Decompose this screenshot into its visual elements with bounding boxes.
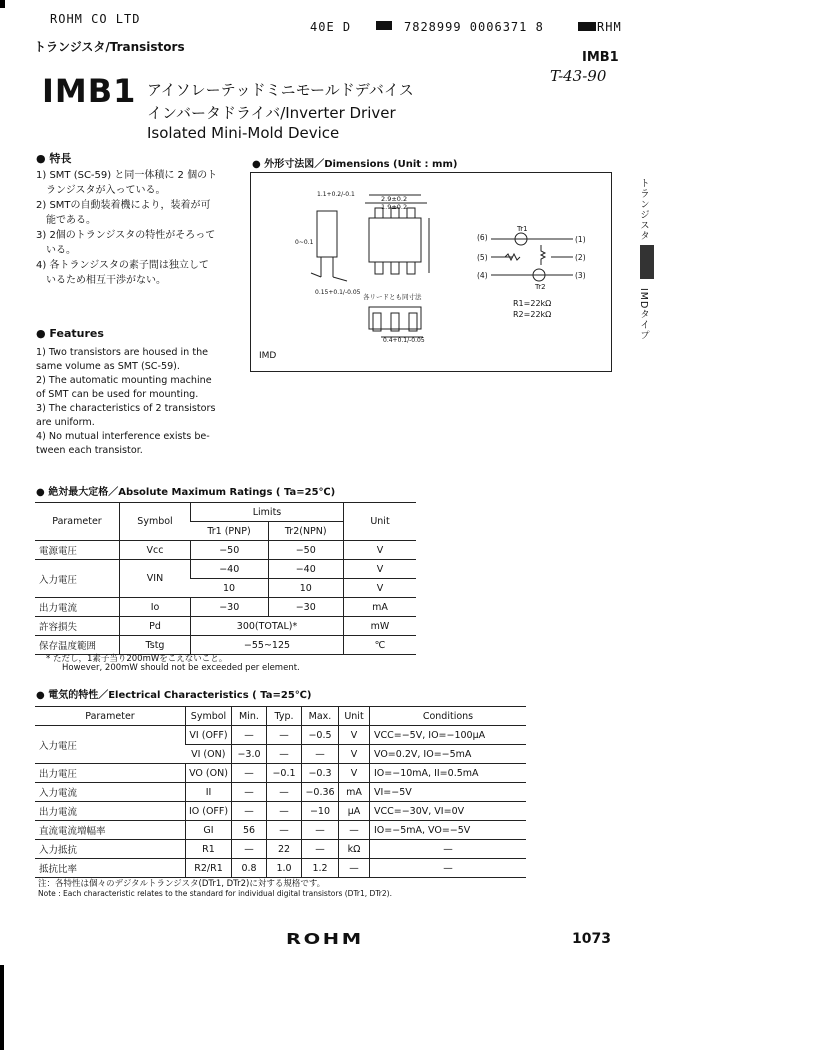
part-number-right: IMB1 — [582, 50, 619, 65]
table-row: 直流電流増幅率 GI 56 — — — IO=−5mA, VO=−5V — [35, 821, 526, 840]
col-header-symbol: Symbol — [120, 503, 191, 541]
side-tab-text-2: IMDタイプ — [638, 288, 649, 341]
resistor-value: R1=22kΩ — [513, 299, 552, 308]
elec-note-2: Note : Each characteristic relates to the standard for individual digital transistors (DTr1, DTr2). — [38, 889, 392, 898]
table-row: 出力電圧 VO (ON) — −0.1 −0.3 V IO=−10mA, II=0.5mA — [35, 764, 526, 783]
col-header-unit: Unit — [339, 707, 370, 726]
part-title: IMB1 — [42, 72, 137, 110]
list-item: いる。 — [36, 245, 76, 256]
list-item: 1) SMT (SC-59) と同一体積に 2 個のト — [36, 170, 218, 181]
dim-label: 0.4+0.1/-0.05 — [383, 337, 425, 344]
pin-label: (3) — [575, 271, 586, 280]
page-number: 1073 — [572, 931, 611, 947]
features-en-heading: ● Features — [36, 327, 104, 340]
side-tab-marker — [640, 245, 654, 279]
title-line3: Isolated Mini-Mold Device — [147, 124, 340, 142]
dim-label: 1.1+0.2/-0.1 — [317, 191, 355, 198]
table-row: 抵抗比率 R2/R1 0.8 1.0 1.2 — — — [35, 859, 526, 878]
corner-mark-bottom — [0, 965, 4, 1050]
list-item: same volume as SMT (SC-59). — [36, 361, 180, 372]
brand-suffix: RHM — [597, 20, 622, 34]
list-item: 2) The automatic mounting machine — [36, 375, 212, 386]
pin-label: (4) — [477, 271, 488, 280]
features-jp-heading: ● 特長 — [36, 152, 72, 165]
abs-max-heading: ● 絶対最大定格／Absolute Maximum Ratings ( Ta=25℃) — [36, 487, 336, 498]
barcode-number: 7828999 0006371 8 — [404, 20, 544, 34]
col-header-typ: Typ. — [267, 707, 302, 726]
table-row: 保存温度範囲 Tstg −55~125 ℃ — [35, 636, 416, 655]
table-row: 許容損失 Pd 300(TOTAL)* mW — [35, 617, 416, 636]
list-item: 1) Two transistors are housed in the — [36, 347, 209, 358]
elec-note-1: 注：各特性は個々のデジタルトランジスタ(DTr1, DTr2)に対する規格です。 — [38, 879, 326, 889]
component-label: Tr2 — [535, 283, 546, 291]
col-header-tr2: Tr2(NPN) — [268, 522, 344, 541]
barcode-block-2 — [578, 22, 596, 31]
package-drawing — [251, 173, 611, 371]
list-item: 4) No mutual interference exists be- — [36, 431, 210, 442]
dim-label: 0.15+0.1/-0.05 — [315, 289, 361, 296]
table-row: 10 10 V — [35, 579, 416, 598]
rohm-logo: ROHM — [286, 930, 364, 948]
col-header-parameter: Parameter — [35, 707, 186, 726]
package-label: IMD — [259, 351, 277, 361]
table-row: 入力抵抗 R1 — 22 — kΩ — — [35, 840, 526, 859]
code-line: 40E D — [310, 20, 352, 34]
col-header-parameter: Parameter — [35, 503, 120, 541]
abs-max-note-1: * ただし，1素子当り200mWをこえないこと。 — [46, 654, 228, 664]
list-item: of SMT can be used for mounting. — [36, 389, 199, 400]
table-row: 電源電圧 Vcc −50 −50 V — [35, 541, 416, 560]
list-item: 3) 2個のトランジスタの特性がそろって — [36, 230, 216, 241]
barcode-block-1 — [376, 21, 392, 30]
elec-table — [35, 706, 526, 878]
col-header-symbol: Symbol — [186, 707, 232, 726]
list-item: tween each transistor. — [36, 445, 143, 456]
category-label: トランジスタ/Transistors — [34, 40, 185, 54]
side-tab-text-1: トランジスタ — [638, 178, 649, 241]
list-item: 2) SMTの自動装着機により，装着が可 — [36, 200, 211, 211]
company-name: ROHM CO LTD — [50, 12, 141, 26]
dim-label: 2.9±0.2 — [381, 195, 408, 203]
dim-label: 各リードとも同寸法 — [363, 293, 422, 301]
table-row: VI (ON) −3.0 — — V VO=0.2V, IO=−5mA — [35, 745, 526, 764]
col-header-max: Max. — [302, 707, 339, 726]
list-item: ランジスタが入っている。 — [36, 185, 166, 196]
pin-label: (5) — [477, 253, 488, 262]
list-item: are uniform. — [36, 417, 95, 428]
component-label: Tr1 — [517, 225, 528, 233]
elec-heading: ● 電気的特性／Electrical Characteristics ( Ta=25℃) — [36, 690, 312, 701]
handwritten-code: T-43-90 — [550, 67, 607, 85]
col-header-tr1: Tr1 (PNP) — [191, 522, 269, 541]
title-line2: インバータドライバ/Inverter Driver — [147, 104, 396, 122]
table-row: 入力電圧 VIN −40 −40 V — [35, 560, 416, 579]
resistor-value: R2=22kΩ — [513, 310, 552, 319]
abs-max-note-2: However, 200mW should not be exceeded per element. — [62, 663, 300, 673]
col-header-conditions: Conditions — [370, 707, 527, 726]
corner-mark-top — [0, 0, 5, 8]
col-header-unit: Unit — [344, 503, 417, 541]
dim-label: 1.9±0.2 — [381, 203, 408, 211]
pin-label: (2) — [575, 253, 586, 262]
features-en-list — [36, 346, 236, 458]
pin-label: (6) — [477, 233, 488, 242]
dimensions-heading: ● 外形寸法図／Dimensions (Unit : mm) — [252, 159, 458, 170]
title-line1: アイソレーテッドミニモールドデバイス — [147, 81, 414, 99]
dimension-drawing-frame — [250, 172, 612, 372]
list-item: いるため相互干渉がない。 — [36, 275, 166, 286]
table-row: 入力電流 II — — −0.36 mA VI=−5V — [35, 783, 526, 802]
table-row: 入力電圧 VI (OFF) — — −0.5 V VCC=−5V, IO=−100μA — [35, 726, 526, 745]
pin-label: (1) — [575, 235, 586, 244]
list-item: 3) The characteristics of 2 transistors — [36, 403, 216, 414]
col-header-limits: Limits — [191, 503, 344, 522]
table-row: 出力電流 Io −30 −30 mA — [35, 598, 416, 617]
list-item: 能である。 — [36, 215, 96, 226]
features-jp-list — [36, 168, 246, 288]
table-row: 出力電流 IO (OFF) — — −10 μA VCC=−30V, VI=0V — [35, 802, 526, 821]
abs-max-table — [35, 502, 416, 655]
list-item: 4) 各トランジスタの素子間は独立して — [36, 260, 209, 271]
col-header-min: Min. — [232, 707, 267, 726]
dim-label: 0~0.1 — [295, 239, 314, 246]
